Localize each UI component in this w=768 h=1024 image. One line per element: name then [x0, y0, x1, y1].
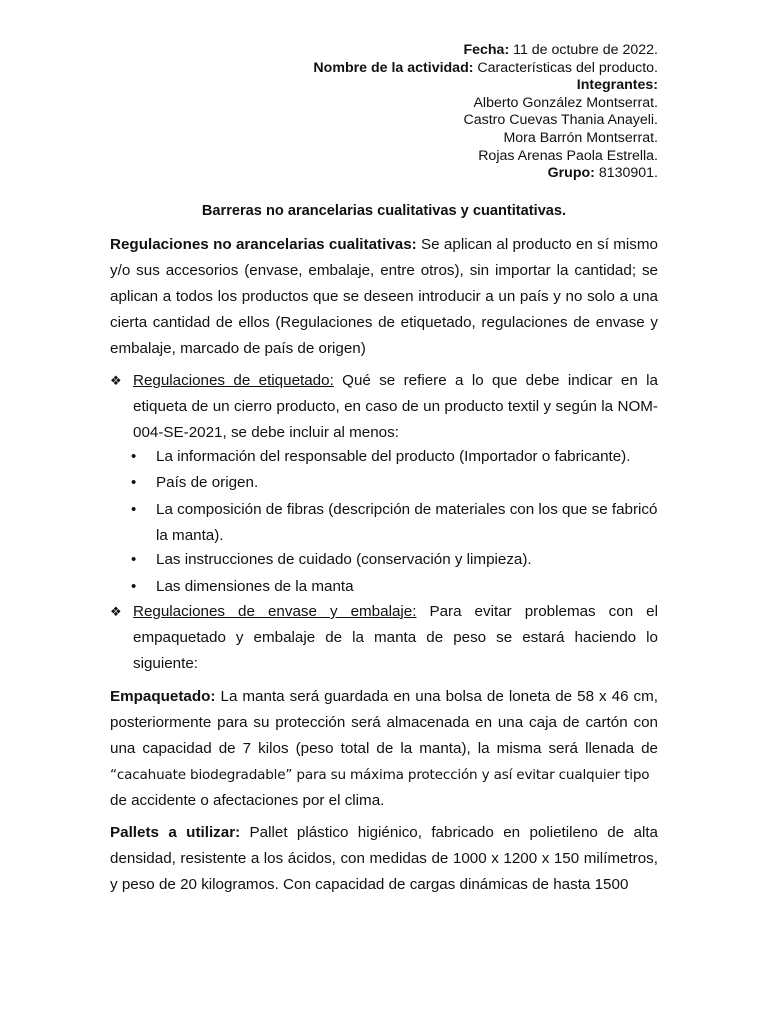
diamond-bullet-icon: ❖	[110, 373, 122, 388]
pallets-paragraph: Pallets a utilizar: Pallet plástico higiénico, fabricado en polietileno de alta densidad, resistente a los ácidos, con medidas de 1000 x 1200 x 150 milímetros, y peso de 20 kilogramos. Con capacidad de cargas dinámicas de hasta 1500	[110, 824, 658, 893]
bullet-icon: •	[131, 448, 137, 465]
header-block	[313, 42, 658, 183]
section-etiquetado: Regulaciones de etiquetado: Qué se refiere a lo que debe indicar en la etiqueta de un cierro producto, en caso de un producto textil y según la NOM-004-SE-2021, se debe incluir al menos:	[133, 372, 658, 441]
bullet-icon: •	[131, 474, 137, 491]
intro-paragraph: Regulaciones no arancelarias cualitativas: Se aplican al producto en sí mismo y/o sus accesorios (envase, embalaje, entre otros), sin importar la cantidad; se aplican a todos los productos que se deseen introducir a un país y no solo a una cierta cantidad de ellos (Regulaciones de etiquetado, regulaciones de envase y embalaje, marcado de país de origen)	[110, 236, 658, 357]
bullet-icon: •	[131, 578, 137, 595]
grupo-line: Grupo: 8130901.	[547, 165, 658, 182]
list-item: La composición de fibras (descripción de materiales con los que se fabricó la manta).	[156, 501, 658, 544]
bullet-icon: •	[131, 551, 137, 568]
list-item: La información del responsable del producto (Importador o fabricante).	[156, 448, 631, 465]
list-item: Las dimensiones de la manta	[156, 578, 354, 595]
member-2: Castro Cuevas Thania Anayeli.	[463, 112, 658, 129]
section-envase: Regulaciones de envase y embalaje: Para evitar problemas con el empaquetado y embalaje de la manta de peso se estará haciendo lo siguiente:	[133, 603, 658, 672]
member-4: Rojas Arenas Paola Estrella.	[478, 147, 658, 164]
diamond-bullet-icon: ❖	[110, 604, 122, 619]
empaquetado-paragraph: Empaquetado: La manta será guardada en una bolsa de loneta de 58 x 46 cm, posteriormente para su protección será almacenada en una caja de cartón con una capacidad de 7 kilos (peso total de la manta), la misma será llenada de “cacahuate biodegradable” para su máxima protección y así evitar cualquier tipo de accidente o afectaciones por el clima.	[110, 688, 658, 809]
bullet-icon: •	[131, 501, 137, 518]
list-item: País de origen.	[156, 474, 259, 491]
fecha-line: Fecha: 11 de octubre de 2022.	[463, 42, 658, 58]
document-title: Barreras no arancelarias cualitativas y cuantitativas.	[201, 203, 567, 219]
integrantes-label: Integrantes:	[576, 77, 658, 94]
member-3: Mora Barrón Montserrat.	[503, 129, 658, 146]
list-item: Las instrucciones de cuidado (conservación y limpieza).	[156, 551, 532, 568]
member-1: Alberto González Montserrat.	[473, 94, 658, 111]
actividad-line: Nombre de la actividad: Características del producto.	[313, 59, 658, 76]
